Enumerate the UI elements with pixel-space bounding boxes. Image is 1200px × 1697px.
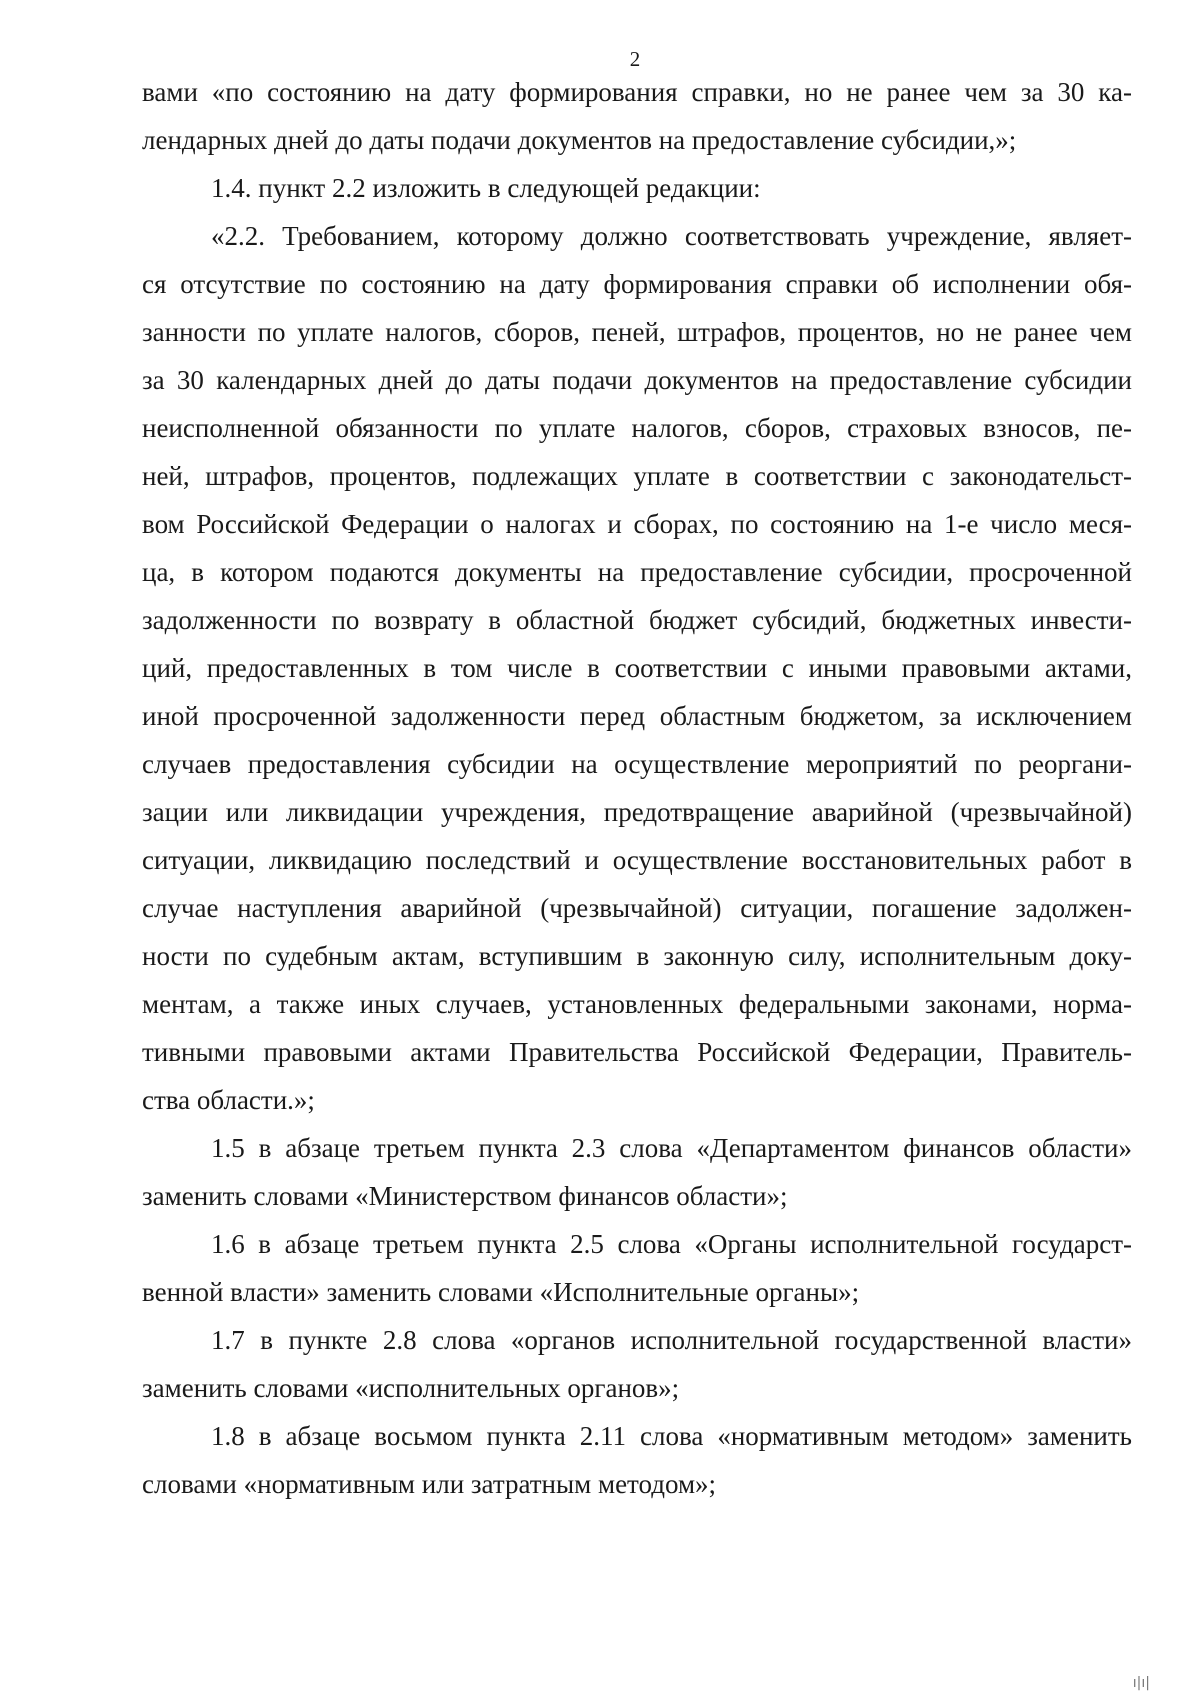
text-line: лендарных дней до даты подачи документов на предоставление субсидии,»; bbox=[142, 125, 1017, 155]
text-line: вами «по состоянию на дату формирования справки, но не ранее чем за 30 ка- bbox=[142, 77, 1132, 107]
scan-mark: ı|ı| bbox=[1132, 1675, 1150, 1691]
text-line: словами «нормативным или затратным методом»; bbox=[142, 1469, 717, 1499]
text-line: ца, в котором подаются документы на предоставление субсидии, просроченной bbox=[142, 557, 1132, 587]
text-line: венной власти» заменить словами «Исполнительные органы»; bbox=[142, 1277, 860, 1307]
text-line: ся отсутствие по состоянию на дату формирования справки об исполнении обя- bbox=[142, 269, 1132, 299]
text-line: ментам, а также иных случаев, установленных федеральными законами, норма- bbox=[142, 989, 1132, 1019]
text-line: иной просроченной задолженности перед областным бюджетом, за исключением bbox=[142, 701, 1132, 731]
text-line: ности по судебным актам, вступившим в законную силу, исполнительным доку- bbox=[142, 941, 1132, 971]
text-line: неисполненной обязанности по уплате налогов, сборов, страховых взносов, пе- bbox=[142, 413, 1132, 443]
text-line: занности по уплате налогов, сборов, пеней, штрафов, процентов, но не ранее чем bbox=[142, 317, 1132, 347]
text-line: вом Российской Федерации о налогах и сборах, по состоянию на 1-е число меся- bbox=[142, 509, 1132, 539]
text-line: задолженности по возврату в областной бюджет субсидий, бюджетных инвести- bbox=[142, 605, 1132, 635]
text-line: 1.5 в абзаце третьем пункта 2.3 слова «Департаментом финансов области» bbox=[211, 1133, 1132, 1163]
text-line: случае наступления аварийной (чрезвычайной) ситуации, погашение задолжен- bbox=[142, 893, 1132, 923]
text-line: зации или ликвидации учреждения, предотвращение аварийной (чрезвычайной) bbox=[142, 797, 1132, 827]
text-line: 1.7 в пункте 2.8 слова «органов исполнительной государственной власти» bbox=[211, 1325, 1132, 1355]
text-line: заменить словами «Министерством финансов области»; bbox=[142, 1181, 788, 1211]
text-line: 1.4. пункт 2.2 изложить в следующей редакции: bbox=[211, 173, 761, 203]
text-line: 1.6 в абзаце третьем пункта 2.5 слова «Органы исполнительной государст- bbox=[211, 1229, 1132, 1259]
text-line: «2.2. Требованием, которому должно соответствовать учреждение, являет- bbox=[211, 221, 1132, 251]
text-line: тивными правовыми актами Правительства Российской Федерации, Правитель- bbox=[142, 1037, 1132, 1067]
text-line: ситуации, ликвидацию последствий и осуществление восстановительных работ в bbox=[142, 845, 1132, 875]
text-line: за 30 календарных дней до даты подачи документов на предоставление субсидии bbox=[142, 365, 1132, 395]
text-line: случаев предоставления субсидии на осуществление мероприятий по реоргани- bbox=[142, 749, 1132, 779]
text-line: ций, предоставленных в том числе в соответствии с иными правовыми актами, bbox=[142, 653, 1132, 683]
page-number: 2 bbox=[629, 47, 641, 71]
text-line: заменить словами «исполнительных органов»; bbox=[142, 1373, 680, 1403]
document-body bbox=[142, 68, 1132, 1508]
text-line: ней, штрафов, процентов, подлежащих уплате в соответствии с законодательст- bbox=[142, 461, 1132, 491]
text-line: ства области.»; bbox=[142, 1085, 315, 1115]
text-line: 1.8 в абзаце восьмом пункта 2.11 слова «нормативным методом» заменить bbox=[211, 1421, 1132, 1451]
